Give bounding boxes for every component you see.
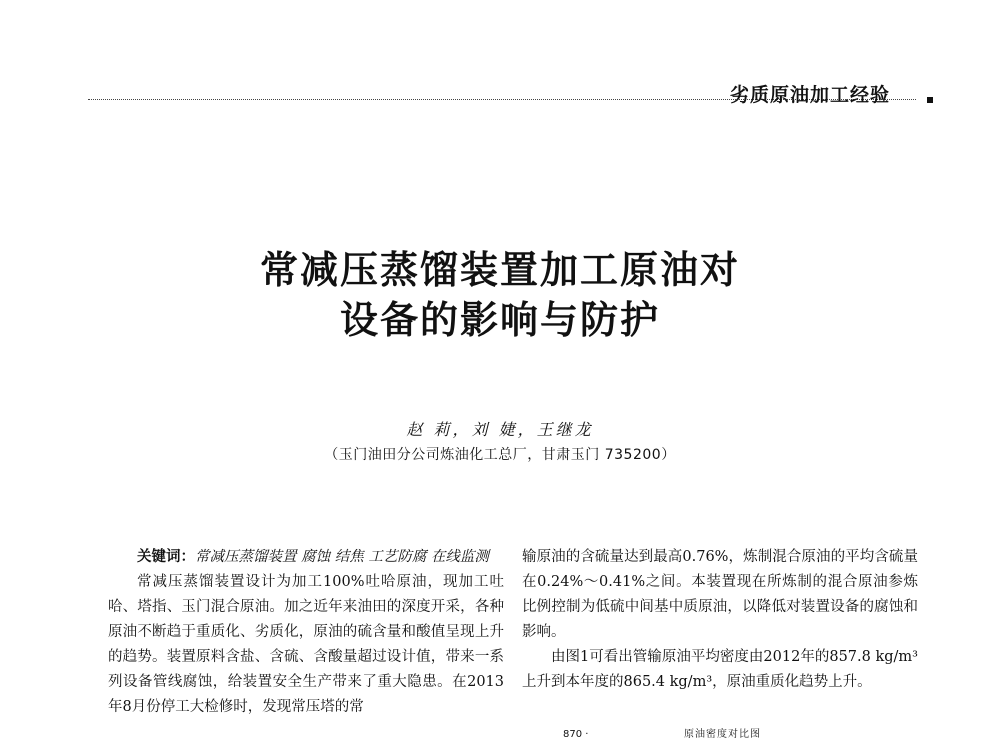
title-line-1: 常减压蒸馏装置加工原油对: [259, 247, 740, 292]
keywords-text: 常减压蒸馏装置 腐蚀 结焦 工艺防腐 在线监测: [195, 549, 489, 565]
keywords-label: 关键词：: [137, 549, 195, 565]
figure-caption: 原油密度对比图: [684, 729, 761, 740]
section-header: 劣质原油加工经验: [729, 84, 890, 106]
right-column: [522, 545, 918, 695]
affiliation: （玉门油田分公司炼油化工总厂，甘肃玉门 735200）: [324, 447, 676, 463]
right-paragraph-1: 输原油的含硫量达到最高0.76%，炼制混合原油的平均含硫量在0.24%～0.41%之间。本装置现在所炼制的混合原油参炼比例控制为低硫中间基中质原油，以降低对装置设备的腐蚀和影响。: [522, 549, 918, 640]
title-line-2: 设备的影响与防护: [339, 297, 660, 342]
page-number: 870 ·: [563, 729, 589, 740]
header-mark: [927, 97, 933, 103]
keywords: [108, 545, 504, 570]
authors: 赵 莉，刘 婕，王继龙: [406, 420, 594, 439]
left-paragraph: 常减压蒸馏装置设计为加工100%吐哈原油，现加工吐哈、塔指、玉门混合原油。加之近年来油田的深度开采，各种原油不断趋于重质化、劣质化，原油的硫含量和酸值呈现上升的趋势。装置原料含盐、含硫、含酸量超过设计值，带来一系列设备管线腐蚀，给装置安全生产带来了重大隐患。在2013年8月份停工大检修时，发现常压塔的常: [108, 574, 504, 715]
right-paragraph-2: 由图1可看出管输原油平均密度由2012年的857.8 kg/m³ 上升到本年度的865.4 kg/m³，原油重质化趋势上升。: [522, 649, 918, 690]
left-column: [108, 545, 504, 720]
article-title: [180, 245, 820, 345]
